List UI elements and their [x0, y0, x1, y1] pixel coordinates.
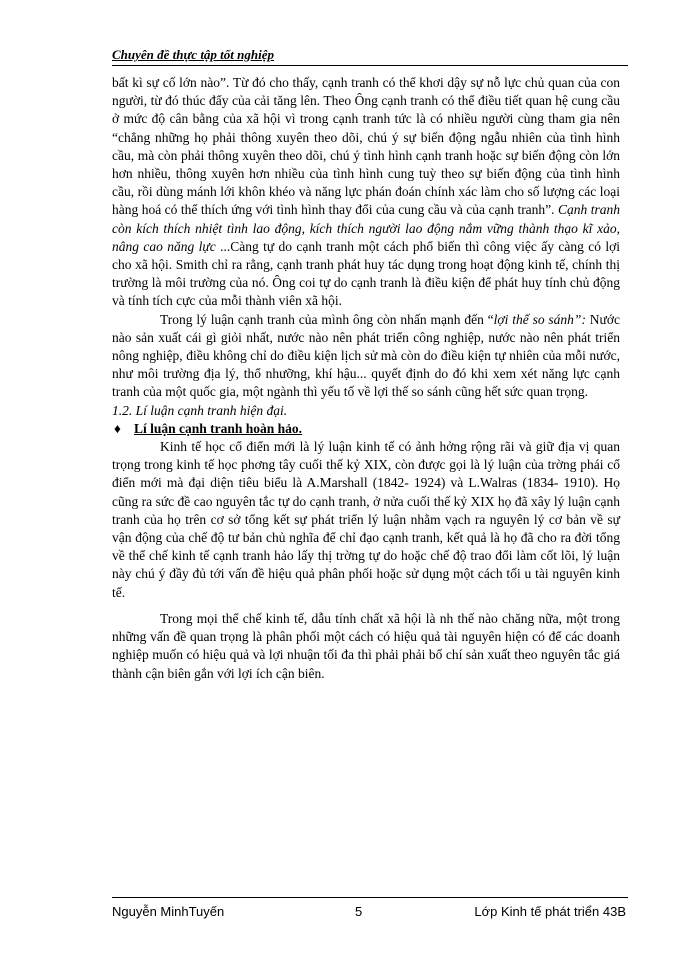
paragraph-3: Kinh tế học cổ điển mới là lý luận kinh tế có ảnh hởng rộng rãi và giữ địa vị quan trọng trong kinh tế học phơng tây cuối thế kỷ XIX, còn được gọi là lý luận của trờng phái cổ điển mới mà đại diện tiêu biểu là A.Marshall (1842- 1924) và L.Walras (1834- 1910). Họ cũng ra sức đề cao nguyên tắc tự do cạnh tranh, ở nửa cuối thế kỷ XIX họ đã xây lý luận cạnh tranh của họ trên cơ sở tổng kết sự phát triển lý luận nhằm vạch ra nguyên lý cơ bản về sự vận động của chế độ tư bản chủ nghĩa để chỉ đạo cạnh tranh, kết quả là họ đã cho ra đời tổng về thể chế kinh tế cạnh tranh hảo lấy thị trờng tự do hoặc chế độ trao đổi làm cốt lõi, lý luận này chú ý đầy đủ tới vấn đề hiệu quả phân phối hoặc sử dụng một cách tối u tài nguyên kinh tế.: [112, 439, 620, 600]
paragraph-2-italic-text: lợi thế so sánh”:: [493, 311, 586, 327]
paragraph-1-text-end: ...Càng tự do cạnh tranh một cách phổ biến thì công việc ấy càng có lợi cho xã hội. Smith chỉ ra rằng, cạnh tranh phát huy tác dụng trong hoạt động kinh tế, chính thị trường là môi trường của nó. Ông coi tự do cạnh tranh là điều kiện để phát huy tính chủ động và tính tích cực của mỗi thành viên xã hội.: [112, 238, 620, 309]
bullet-heading: [112, 420, 620, 438]
paragraph-4: Trong mọi thể chế kinh tế, dẫu tính chất xã hội là nh thế nào chăng nữa, một trong những vấn đề quan trọng là phân phối một cách có hiệu quả tài nguyên hiện có để các doanh nghiệp muốn có hiệu quả và lợi nhuận tối đa thì phải phải bố chí sản xuất theo nguyên tắc giá thành cận biên gắn với lợi ích cận biên.: [112, 610, 620, 681]
footer-class-name: Lớp Kinh tế phát triển 43B: [474, 904, 626, 919]
header-divider: [112, 65, 628, 66]
body-text: [112, 74, 620, 683]
header-title: Chuyên đề thực tập tốt nghiệp: [112, 47, 274, 62]
paragraph-1: [112, 74, 620, 311]
paragraph-2: [112, 311, 620, 402]
paragraph-1-text: bất kì sự cố lớn nào”. Từ đó cho thấy, cạnh tranh có thể khơi dậy sự nỗ lực chủ quan của con người, từ đó thúc đẩy của cải tăng lên. Theo Ông cạnh tranh có thể điều tiết quan hệ cung cầu ở mức độ cân bằng của xã hội vì trong cạnh tranh tức là có nhiều người cùng tham gia nên “chẳng những họ phải thông xuyên theo dõi, chú ý sự biến động ngẫu nhiên của tình hình cầu, mà còn phải thông xuyên theo dõi, chú ý tình hình cạnh tranh hoặc sự biến động còn lớn hơn nhiều, thông xuyên hơn nhiều của tình hình cung tuỳ theo sự biến động của tình hình cầu, rồi dùng mánh lới khôn khéo và năng lực phán đoán chính xác làm cho số lượng các loại hàng hoá có thể thích ứng với tình hình thay đổi của cung cầu và của cạnh tranh”.: [112, 75, 620, 218]
section-heading: 1.2. Lí luận cạnh tranh hiện đại.: [112, 402, 288, 418]
page-number: 5: [355, 904, 363, 919]
footer-author: Nguyễn MinhTuyến: [112, 904, 225, 919]
footer-divider: [112, 897, 628, 898]
paragraph-2-text: Trong lý luận cạnh tranh của mình ông còn nhấn mạnh đến “: [160, 311, 494, 327]
paragraph-1-italic-text: Cạnh tranh còn kích thích nhiệt tình lao động, kích thích người lao động nắm vững thành thạo kĩ xảo, nâng cao năng lực: [112, 202, 620, 254]
paragraph-2-text-end: Nước nào sản xuất cái gì giỏi nhất, nước nào nên phát triển công nghiệp, nước nào nên phát triển nông nghiệp, điều không chỉ do điều kiện lịch sử mà còn do điều kiện tự nhiên của mỗi nước, như môi trường địa lý, thổ nhưỡng, khí hậu... quyết định do đó khi xem xét năng lực cạnh tranh của một quốc gia, một ngành thì yếu tố về lợi thế so sánh cũng hết sức quan trọng.: [112, 311, 621, 400]
bullet-heading-text: Lí luận cạnh tranh hoàn hảo.: [134, 420, 303, 436]
diamond-bullet-icon: ♦: [114, 420, 121, 436]
